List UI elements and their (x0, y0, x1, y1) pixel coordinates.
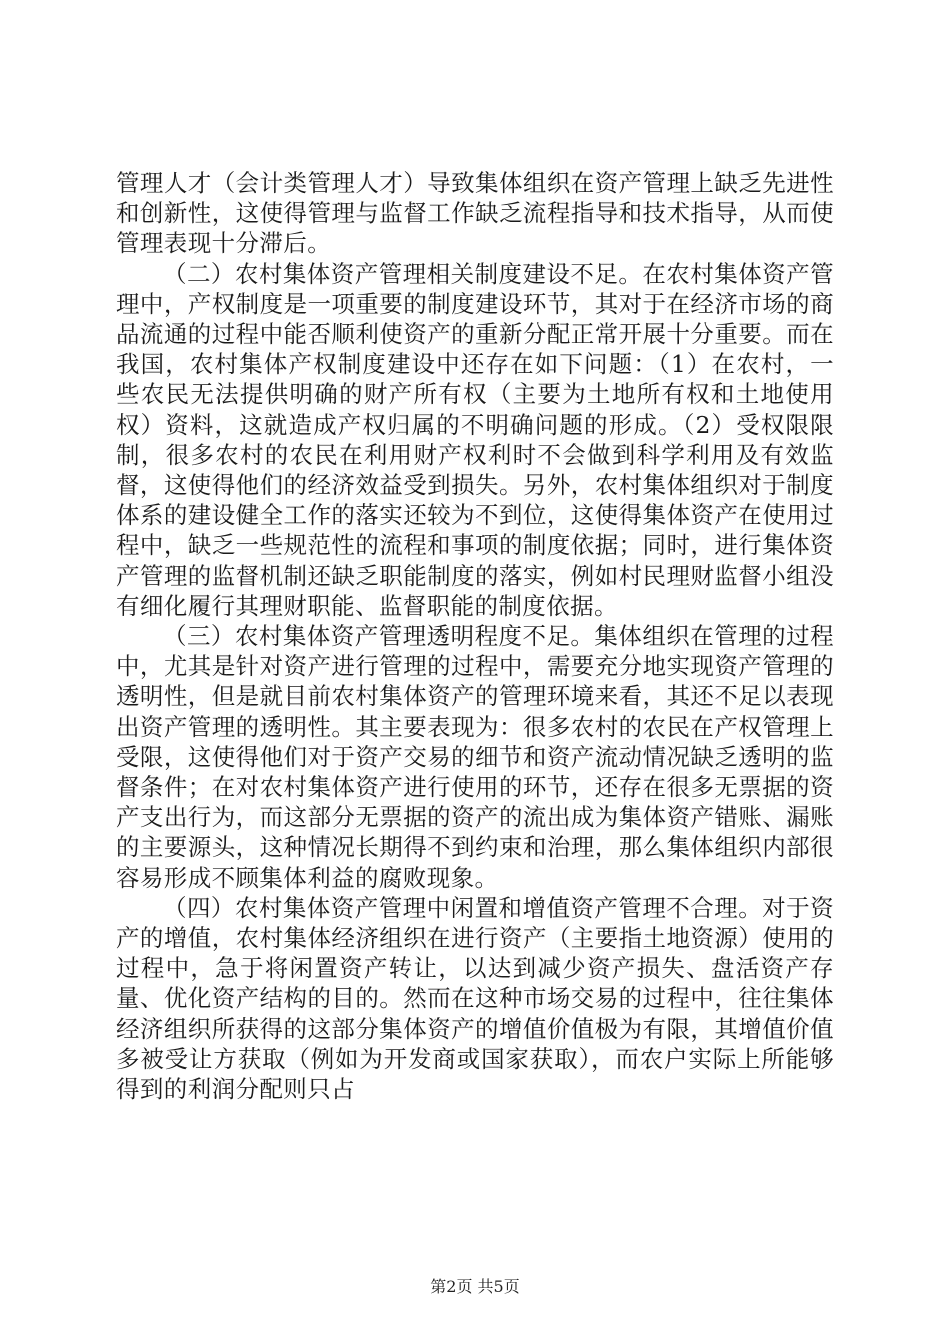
paragraph-section-4: （四）农村集体资产管理中闲置和增值资产管理不合理。对于资产的增值，农村集体经济组织在进行资产（主要指土地资源）使用的过程中，急于将闲置资产转让，以达到减少资产损失、盘活资产存量、优化资产结构的目的。然而在这种市场交易的过程中，往往集体经济组织所获得的这部分集体资产的增值价值极为有限，其增值价值多被受让方获取（例如为开发商或国家获取），而农户实际上所能够得到的利润分配则只占 (116, 893, 834, 1104)
paragraph-section-2: （二）农村集体资产管理相关制度建设不足。在农村集体资产管理中，产权制度是一项重要的制度建设环节，其对于在经济市场的商品流通的过程中能否顺利使资产的重新分配正常开展十分重要。而在我国，农村集体产权制度建设中还存在如下问题：（1）在农村，一些农民无法提供明确的财产所有权（主要为土地所有权和土地使用权）资料，这就造成产权归属的不明确问题的形成。（2）受权限限制，很多农村的农民在利用财产权利时不会做到科学利用及有效监督，这使得他们的经济效益受到损失。另外，农村集体组织对于制度体系的建设健全工作的落实还较为不到位，这使得集体资产在使用过程中，缺乏一些规范性的流程和事项的制度依据；同时，进行集体资产管理的监督机制还缺乏职能制度的落实，例如村民理财监督小组没有细化履行其理财职能、监督职能的制度依据。 (116, 259, 834, 620)
paragraph-section-3: （三）农村集体资产管理透明程度不足。集体组织在管理的过程中，尤其是针对资产进行管理的过程中，需要充分地实现资产管理的透明性，但是就目前农村集体资产的管理环境来看，其还不足以表现出资产管理的透明性。其主要表现为：很多农村的农民在产权管理上受限，这使得他们对于资产交易的细节和资产流动情况缺乏透明的监督条件；在对农村集体资产进行使用的环节，还存在很多无票据的资产支出行为，而这部分无票据的资产的流出成为集体资产错账、漏账的主要源头，这种情况长期得不到约束和治理，那么集体组织内部很容易形成不顾集体利益的腐败现象。 (116, 622, 834, 892)
paragraph-continuation: 管理人才（会计类管理人才）导致集体组织在资产管理上缺乏先进性和创新性，这使得管理与监督工作缺乏流程指导和技术指导，从而使管理表现十分滞后。 (116, 169, 834, 258)
page-number-footer: 第2页 共5页 (430, 1277, 520, 1296)
document-body (116, 168, 834, 1104)
